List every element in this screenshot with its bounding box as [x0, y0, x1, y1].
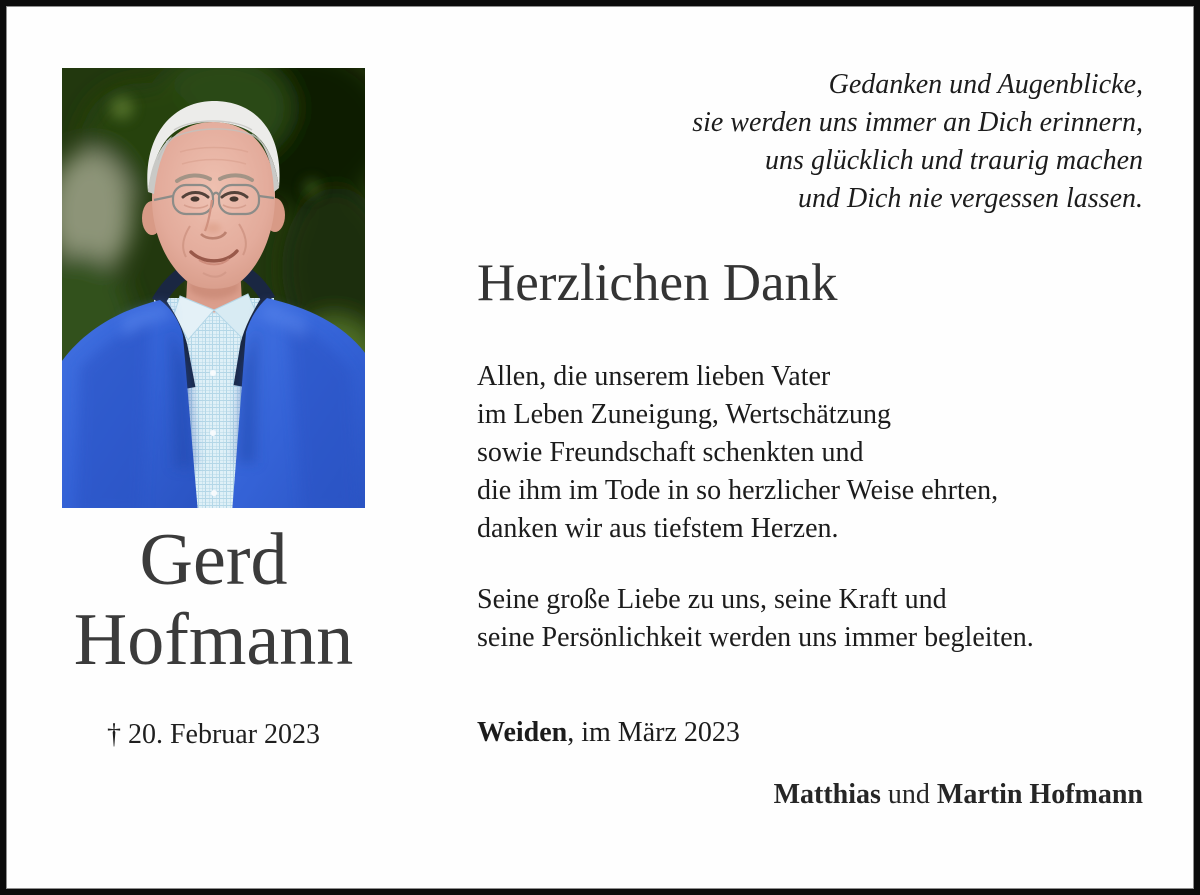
portrait-photo-image	[62, 68, 365, 508]
place-date-line	[477, 716, 740, 750]
poem-line: uns glücklich und traurig machen	[765, 145, 1143, 176]
thanks-line: im Leben Zuneigung, Wertschätzung	[477, 399, 891, 430]
card-heading: Herzlichen Dank	[477, 254, 838, 312]
thanks-line: sowie Freundschaft schenkten und	[477, 437, 864, 468]
tribute-line: seine Persönlichkeit werden uns immer begleiten.	[477, 622, 1034, 653]
portrait-photo	[62, 68, 365, 508]
opening-poem	[692, 66, 1143, 218]
poem-line: und Dich nie vergessen lassen.	[798, 183, 1143, 214]
thanks-line: Allen, die unserem lieben Vater	[477, 361, 831, 392]
tribute-paragraph	[477, 581, 1034, 657]
thanks-line: die ihm im Tode in so herzlicher Weise ehrten,	[477, 475, 999, 506]
deceased-last-name: Hofmann	[73, 599, 354, 681]
signature-name-primary: Matthias	[773, 779, 881, 810]
thanks-paragraph	[477, 358, 998, 548]
place-date-rest: , im März 2023	[567, 717, 740, 748]
poem-line: Gedanken und Augenblicke,	[828, 69, 1143, 100]
deceased-name	[62, 520, 365, 680]
tribute-line: Seine große Liebe zu uns, seine Kraft und	[477, 584, 947, 615]
poem-line: sie werden uns immer an Dich erinnern,	[692, 107, 1143, 138]
signature-name-secondary: Martin Hofmann	[936, 779, 1143, 810]
deceased-first-name: Gerd	[139, 519, 288, 601]
thanks-line: danken wir aus tiefstem Herzen.	[477, 513, 839, 544]
place-name: Weiden	[477, 717, 568, 748]
family-signature	[774, 778, 1143, 812]
signature-connector: und	[880, 779, 937, 810]
death-date: † 20. Februar 2023	[106, 719, 321, 750]
